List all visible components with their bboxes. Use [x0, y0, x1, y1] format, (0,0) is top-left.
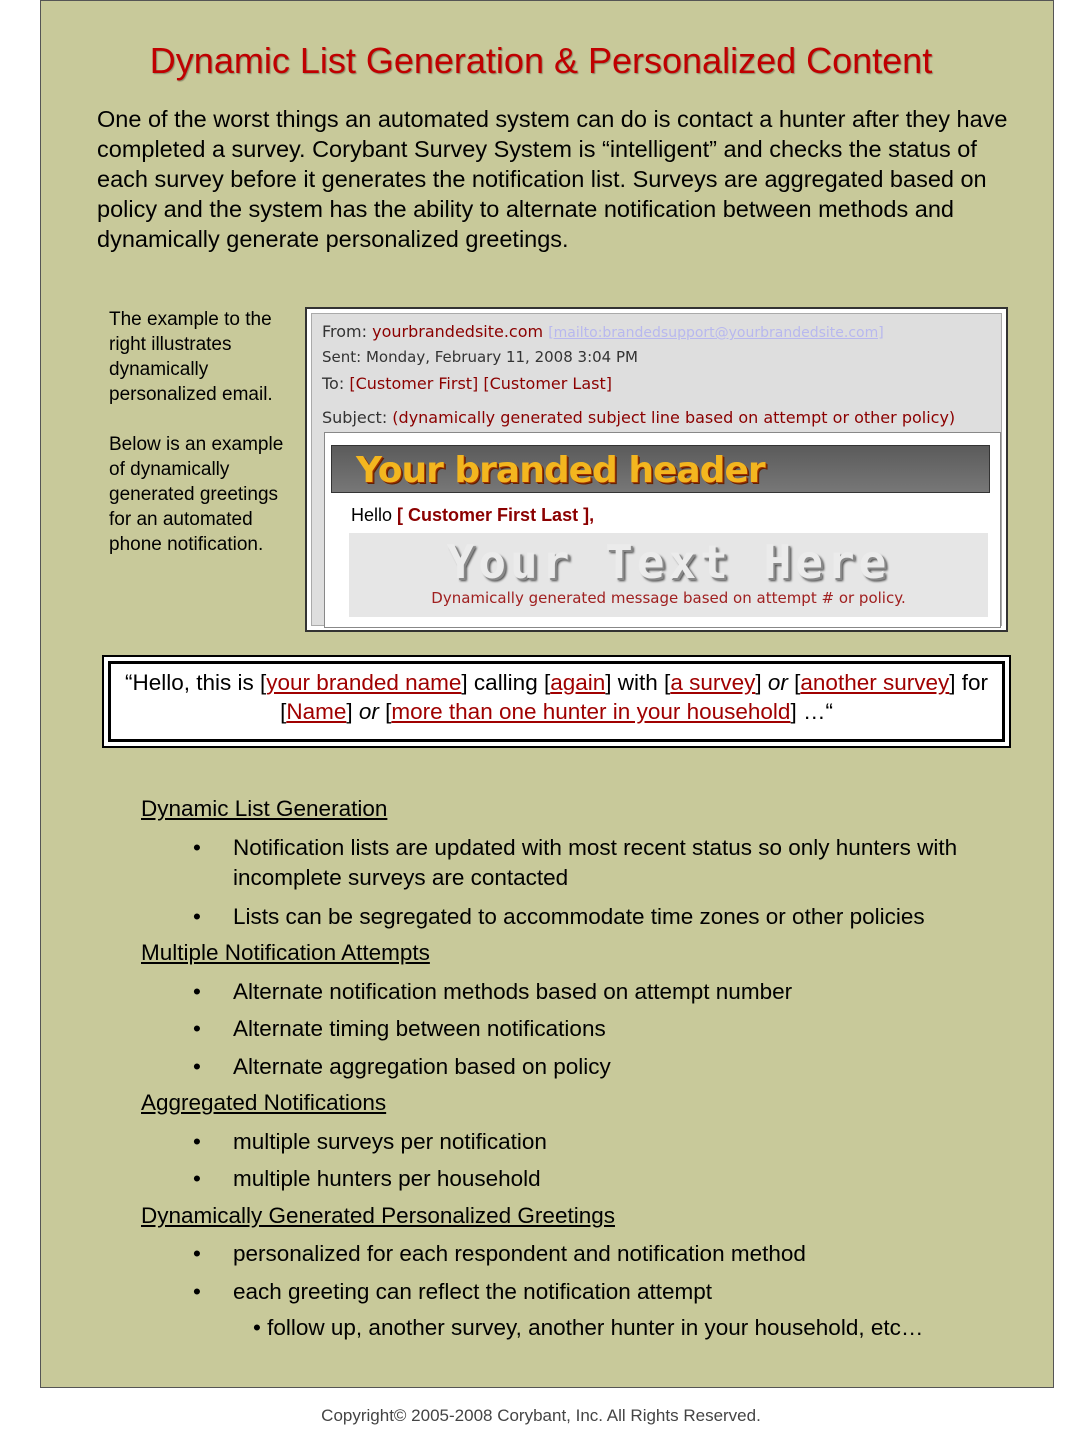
bullet-icon: • [193, 1054, 201, 1079]
sent-value: Monday, February 11, 2008 3:04 PM [365, 348, 638, 366]
list-item-text: Alternate notification methods based on attempt number [233, 979, 793, 1004]
list-item-text: Alternate aggregation based on policy [233, 1054, 611, 1079]
greeting-text: [ [787, 670, 801, 695]
email-to-row [322, 374, 612, 393]
greeting-text: ] [755, 670, 768, 695]
intro-paragraph: One of the worst things an automated system can do is contact a hunter after they have completed a survey. Corybant Survey System is “intelligent” and checks the status of each survey before it generates the notification list. Surveys are aggregated based on policy and the system has the ability to alternate notification between methods and dynamically generate personalized greetings. [97, 106, 1008, 252]
phone-greeting-example [102, 655, 1011, 748]
section-heading-dynamic-list: Dynamic List Generation [141, 796, 388, 821]
phone-greeting-text [124, 668, 989, 726]
copyright-footer: Copyright© 2005-2008 Corybant, Inc. All Rights Reserved. [321, 1406, 761, 1425]
list-item-text: Notification lists are updated with most recent status so only hunters with incomplete surveys are contacted [233, 835, 958, 890]
email-greeting [351, 505, 594, 526]
email-sent-row [322, 348, 638, 366]
from-label: From: [322, 322, 368, 341]
bullet-icon: • [193, 1016, 201, 1041]
greeting-text: ] …“ [790, 699, 833, 724]
section-heading-aggregated: Aggregated Notifications [141, 1090, 387, 1115]
greeting-text: ] [346, 699, 359, 724]
greeting-text: ] with [ [605, 670, 671, 695]
email-window [311, 313, 1002, 626]
list-item-text: multiple surveys per notification [233, 1129, 547, 1154]
subject-value: (dynamically generated subject line based on attempt or other policy) [392, 408, 956, 427]
greeting-or: or [767, 670, 788, 695]
message-area [349, 533, 988, 617]
side-description [109, 307, 294, 582]
section-heading-personalized-greetings: Dynamically Generated Personalized Greetings [141, 1203, 615, 1228]
sent-label: Sent: [322, 348, 362, 366]
phone-example-caption: Below is an example of dynamically generated greetings for an automated phone notification. [109, 434, 284, 555]
your-text-here-graphic: Your Text Here [446, 535, 891, 589]
greeting-or: or [358, 699, 379, 724]
list-item-text: multiple hunters per household [233, 1166, 541, 1191]
email-from-row [322, 322, 884, 341]
to-value: [Customer First] [Customer Last] [349, 374, 612, 393]
placeholder-another-survey: another survey [800, 670, 950, 695]
from-mailto-link[interactable]: [mailto:brandedsupport@yourbrandedsite.com] [548, 325, 884, 341]
greeting-text: ] calling [ [461, 670, 551, 695]
subject-label: Subject: [322, 408, 388, 427]
placeholder-name: Name [286, 699, 347, 724]
to-label: To: [322, 374, 345, 393]
hello-word: Hello [351, 505, 393, 525]
bullet-icon: • [193, 1241, 201, 1266]
bullet-icon: • [193, 1279, 201, 1304]
bullet-icon: • [193, 1129, 201, 1154]
email-subject-row [322, 408, 955, 427]
placeholder-branded-name: your branded name [266, 670, 462, 695]
placeholder-more-than-one-hunter: more than one hunter in your household [391, 699, 791, 724]
from-value: yourbrandedsite.com [372, 322, 544, 341]
section-heading-multiple-attempts: Multiple Notification Attempts [141, 940, 430, 965]
placeholder-again: again [550, 670, 606, 695]
bullet-icon: • [193, 835, 201, 860]
list-item-text: Lists can be segregated to accommodate time zones or other policies [233, 904, 925, 929]
placeholder-a-survey: a survey [670, 670, 756, 695]
email-example-caption: The example to the right illustrates dynamically personalized email. [109, 309, 273, 405]
customer-name-placeholder: [ Customer First Last ], [397, 505, 595, 525]
list-item-text: personalized for each respondent and notification method [233, 1241, 806, 1266]
bullet-icon: • [193, 979, 201, 1004]
greeting-text: “Hello, this is [ [124, 670, 267, 695]
sub-list-item: • follow up, another survey, another hunter in your household, etc… [253, 1315, 924, 1340]
branded-header-text: Your branded header [356, 450, 765, 491]
bullet-icon: • [193, 1166, 201, 1191]
greeting-text: [ [378, 699, 392, 724]
bullet-icon: • [193, 904, 201, 929]
email-body [324, 432, 1001, 628]
page-title: Dynamic List Generation & Personalized Content [149, 40, 933, 81]
email-example [305, 307, 1008, 632]
dynamic-message-note: Dynamically generated message based on attempt # or policy. [431, 589, 906, 607]
greeting-text: ] for [ [280, 670, 989, 724]
branded-header-banner [331, 445, 990, 493]
list-item-text: Alternate timing between notifications [233, 1016, 606, 1041]
list-item-text: each greeting can reflect the notification attempt [233, 1279, 713, 1304]
